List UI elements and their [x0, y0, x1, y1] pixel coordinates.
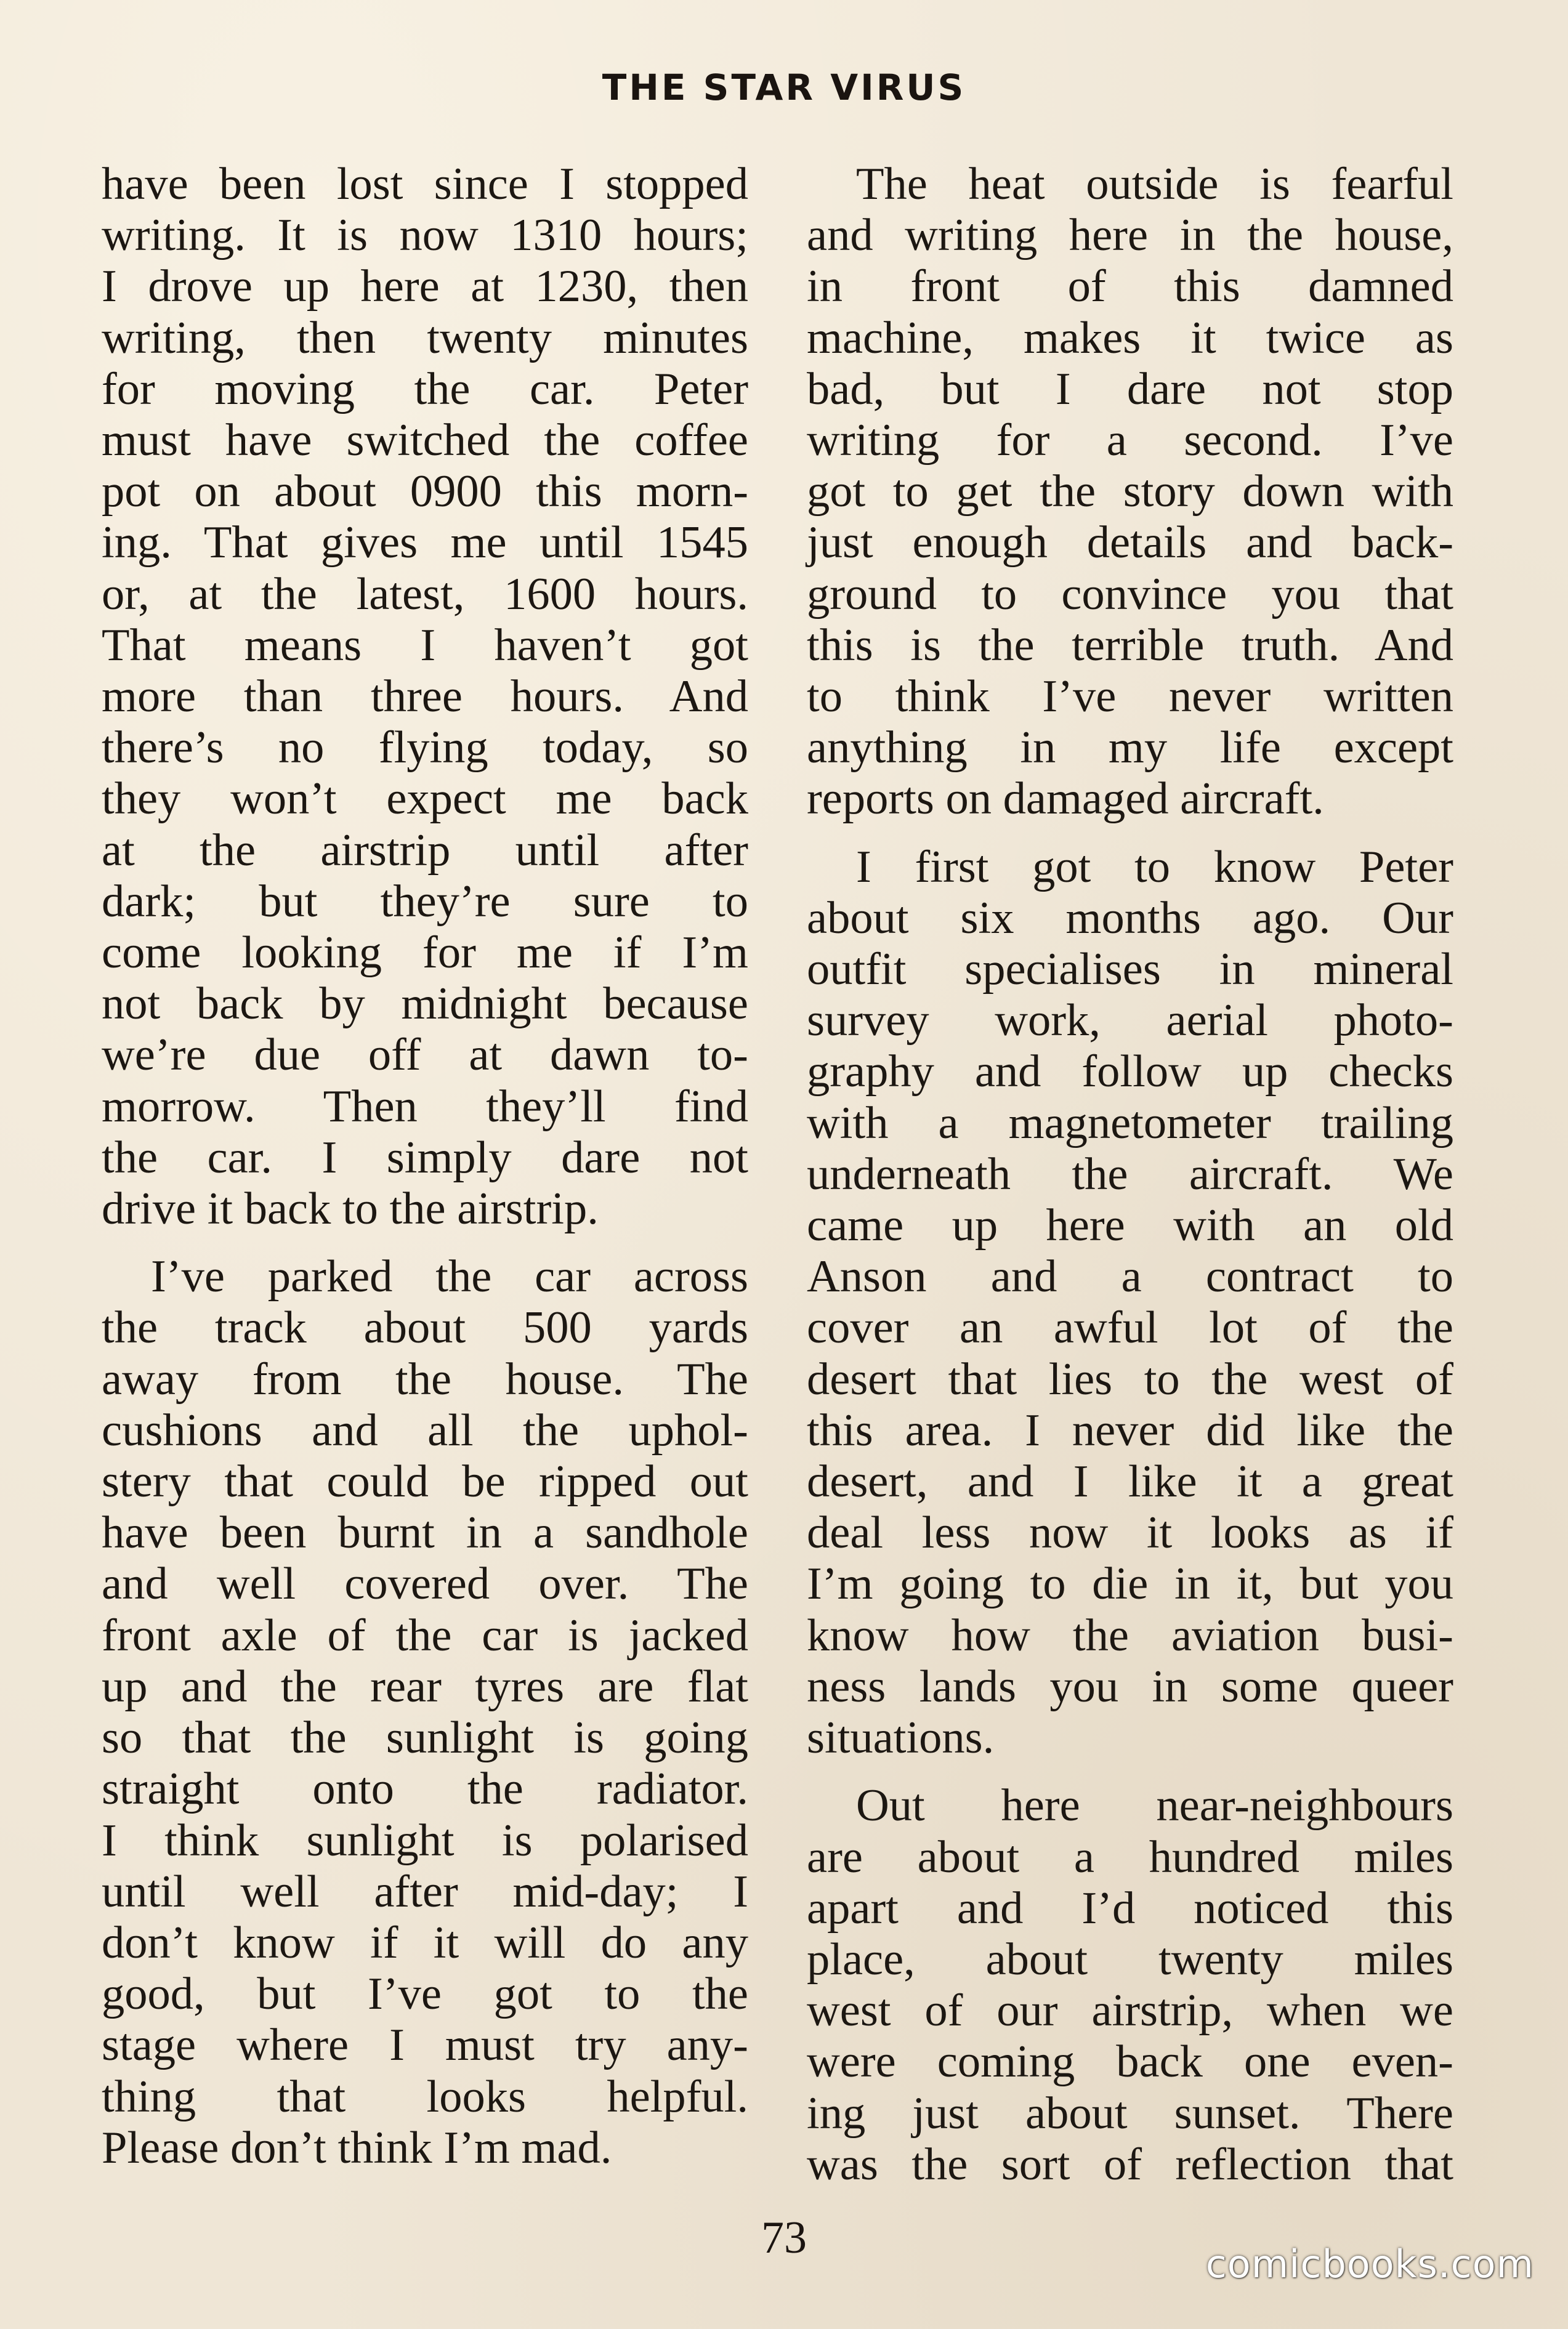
text-line: bad, but I dare not stop — [807, 363, 1453, 414]
text-line: underneath the aircraft. We — [807, 1148, 1453, 1200]
text-line: just enough details and back- — [807, 517, 1453, 568]
left-column — [102, 159, 748, 2174]
text-line: don’t know if it will do any — [102, 1917, 748, 1968]
text-line: I think sunlight is polarised — [102, 1815, 748, 1866]
text-line: come looking for me if I’m — [102, 927, 748, 979]
text-line: know how the aviation busi- — [807, 1610, 1453, 1661]
text-line: front axle of the car is jacked — [102, 1610, 748, 1661]
text-line: situations. — [807, 1713, 995, 1764]
text-line: ground to convince you that — [807, 568, 1453, 620]
text-line: they won’t expect me back — [102, 773, 748, 825]
page-number: 73 — [761, 2213, 807, 2263]
text-line: That means I haven’t got — [102, 620, 748, 671]
text-line: Anson and a contract to — [807, 1251, 1453, 1302]
text-line: ing. That gives me until 1545 — [102, 517, 748, 568]
text-line: with a magnetometer trailing — [807, 1097, 1453, 1148]
text-line: I first got to know Peter — [856, 841, 1453, 892]
text-line: the track about 500 yards — [102, 1302, 748, 1354]
text-line: cover an awful lot of the — [807, 1302, 1453, 1354]
text-line: the car. I simply dare not — [102, 1132, 748, 1183]
text-line: ing just about sunset. There — [807, 2088, 1453, 2139]
paragraph-right-3 — [807, 1780, 1453, 2190]
text-line: apart and I’d noticed this — [807, 1883, 1453, 1934]
text-line: deal less now it looks as if — [807, 1508, 1453, 1559]
text-line: to think I’ve never written — [807, 671, 1453, 722]
text-line: so that the sunlight is going — [102, 1713, 748, 1764]
text-line: I drove up here at 1230, then — [102, 261, 748, 312]
text-line: stery that could be ripped out — [102, 1456, 748, 1508]
text-line: desert that lies to the west of — [807, 1354, 1453, 1405]
text-line: survey work, aerial photo- — [807, 995, 1453, 1046]
text-line: place, about twenty miles — [807, 1934, 1453, 1985]
text-line: and well covered over. The — [102, 1559, 748, 1610]
text-line: drive it back to the airstrip. — [102, 1184, 599, 1235]
text-line: reports on damaged aircraft. — [807, 773, 1324, 825]
text-line: for moving the car. Peter — [102, 363, 748, 414]
text-line: west of our airstrip, when we — [807, 1985, 1453, 2036]
text-line: got to get the story down with — [807, 466, 1453, 517]
right-column — [807, 159, 1453, 2190]
text-line: up and the rear tyres are flat — [102, 1661, 748, 1712]
text-line: until well after mid-day; I — [102, 1866, 748, 1917]
text-line: this is the terrible truth. And — [807, 620, 1453, 671]
text-line: straight onto the radiator. — [102, 1764, 748, 1815]
paragraph-gap — [807, 825, 1453, 842]
text-line: are about a hundred miles — [807, 1831, 1453, 1883]
text-line: and writing here in the house, — [807, 210, 1453, 261]
text-line: we’re due off at dawn to- — [102, 1030, 748, 1081]
text-line: graphy and follow up checks — [807, 1046, 1453, 1097]
text-line: more than three hours. And — [102, 671, 748, 722]
text-line: or, at the latest, 1600 hours. — [102, 568, 748, 620]
text-line: morrow. Then they’ll find — [102, 1081, 748, 1132]
text-line: in front of this damned — [807, 261, 1453, 312]
text-line: thing that looks helpful. — [102, 2071, 748, 2122]
text-line: Please don’t think I’m mad. — [102, 2122, 612, 2173]
text-line: writing. It is now 1310 hours; — [102, 210, 748, 261]
text-line: pot on about 0900 this morn- — [102, 466, 748, 517]
text-line: not back by midnight because — [102, 979, 748, 1030]
text-line: this area. I never did like the — [807, 1405, 1453, 1456]
watermark: comicbooks.com — [1205, 2242, 1534, 2287]
text-line: writing, then twenty minutes — [102, 312, 748, 363]
text-line: I’ve parked the car across — [151, 1251, 748, 1302]
text-line: there’s no flying today, so — [102, 722, 748, 773]
text-line: were coming back one even- — [807, 2036, 1453, 2088]
running-head: THE STAR VIRUS — [602, 67, 966, 108]
text-line: machine, makes it twice as — [807, 312, 1453, 363]
text-line: Out here near-neighbours — [856, 1780, 1453, 1831]
text-line: have been lost since I stopped — [102, 159, 748, 209]
text-line: have been burnt in a sandhole — [102, 1508, 748, 1559]
text-line: away from the house. The — [102, 1354, 748, 1405]
text-line: I’m going to die in it, but you — [807, 1559, 1453, 1610]
text-line: stage where I must try any- — [102, 2020, 748, 2071]
text-line: The heat outside is fearful — [856, 159, 1453, 209]
paragraph-left-2 — [102, 1251, 748, 2174]
paragraph-gap — [807, 1764, 1453, 1780]
text-line: must have switched the coffee — [102, 415, 748, 466]
text-line: good, but I’ve got to the — [102, 1969, 748, 2020]
text-line: at the airstrip until after — [102, 825, 748, 876]
paragraph-left-1 — [102, 159, 748, 1235]
text-line: ness lands you in some queer — [807, 1661, 1453, 1712]
text-line: desert, and I like it a great — [807, 1456, 1453, 1508]
text-line: anything in my life except — [807, 722, 1453, 773]
text-line: came up here with an old — [807, 1200, 1453, 1251]
paragraph-right-1 — [807, 159, 1453, 825]
text-line: dark; but they’re sure to — [102, 876, 748, 927]
text-line: cushions and all the uphol- — [102, 1405, 748, 1456]
text-line: outfit specialises in mineral — [807, 944, 1453, 995]
text-line: writing for a second. I’ve — [807, 415, 1453, 466]
paragraph-gap — [102, 1235, 748, 1251]
text-line: about six months ago. Our — [807, 892, 1453, 943]
text-line: was the sort of reflection that — [807, 2139, 1453, 2190]
paragraph-right-2 — [807, 842, 1453, 1764]
